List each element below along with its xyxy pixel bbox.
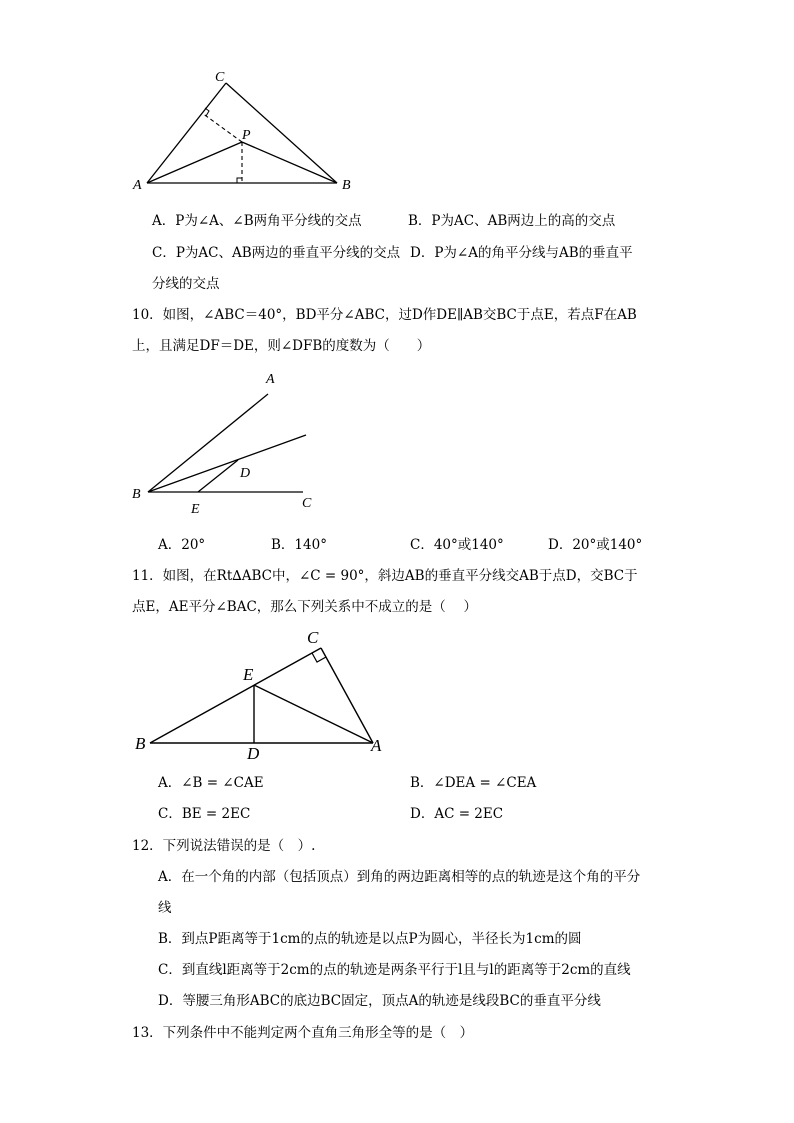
- q11-label-d: D: [247, 744, 260, 763]
- q13-stem: 13．下列条件中不能判定两个直角三角形全等的是（ ）: [132, 1025, 474, 1041]
- q10-segment-de: [198, 460, 238, 492]
- q9-option-d: D．P为∠A的角平分线与AB的垂直平: [410, 245, 633, 261]
- q9-label-b: B: [342, 178, 351, 193]
- q10-ray-bisector: [148, 435, 306, 492]
- q9-option-c: C．P为AC、AB两边的垂直平分线的交点: [152, 245, 401, 261]
- q12-option-d: D．等腰三角形ABC的底边BC固定，顶点A的轨迹是线段BC的垂直平分线: [158, 993, 601, 1009]
- q10-option-a: A．20°: [158, 537, 206, 553]
- q10-figure: [128, 368, 328, 518]
- q10-option-d: D．20°或140°: [548, 537, 643, 553]
- q12-stem: 12．下列说法错误的是（ ）.: [132, 838, 316, 854]
- q11-option-a: A．∠B = ∠CAE: [158, 775, 264, 791]
- q11-stem-line1: 11．如图，在Rt∆ABC中，∠C = 90°，斜边AB的垂直平分线交AB于点D，交BC于: [132, 568, 638, 584]
- q11-label-e: E: [243, 665, 254, 684]
- q11-label-c: C: [307, 628, 319, 647]
- q10-label-b: B: [132, 487, 141, 502]
- q11-side-ca: [321, 648, 373, 743]
- q10-option-b: B．140°: [271, 537, 327, 553]
- q10-stem-line1: 10．如图，∠ABC＝40°，BD平分∠ABC，过D作DE∥AB交BC于点E，若点F在AB: [132, 307, 637, 323]
- q9-label-c: C: [215, 70, 225, 85]
- q10-label-e: E: [191, 502, 200, 517]
- q11-option-d: D．AC = 2EC: [410, 806, 504, 822]
- q9-option-d-continued: 分线的交点: [152, 276, 220, 292]
- q9-right-angle-mark-ab: [237, 178, 242, 183]
- q12-option-b: B．到点P距离等于1cm的点的轨迹是以点P为圆心，半径长为1cm的圆: [158, 931, 582, 947]
- q9-label-p: P: [242, 128, 251, 143]
- q10-option-c: C．40°或140°: [410, 537, 504, 553]
- q10-label-d: D: [240, 466, 251, 481]
- q11-segment-ea: [254, 685, 373, 743]
- q11-option-b: B．∠DEA = ∠CEA: [410, 775, 537, 791]
- q11-option-c: C．BE = 2EC: [158, 806, 251, 822]
- q12-option-a: A．在一个角的内部（包括顶点）到角的两边距离相等的点的轨迹是这个角的平分: [158, 869, 641, 885]
- q9-segment-ap: [147, 142, 242, 183]
- q9-option-a: A．P为∠A、∠B两角平分线的交点: [152, 213, 362, 229]
- q9-figure: [130, 68, 360, 196]
- q9-label-a: A: [133, 178, 142, 193]
- q9-segment-bp: [242, 142, 337, 183]
- q9-side-ac: [147, 83, 226, 183]
- q9-perp-to-ac: [202, 113, 242, 142]
- q12-option-c: C．到直线l距离等于2cm的点的轨迹是两条平行于l且与l的距离等于2cm的直线: [158, 962, 631, 978]
- q10-stem-line2: 上，且满足DF＝DE，则∠DFB的度数为（ ）: [132, 338, 431, 354]
- q11-figure: [128, 622, 398, 767]
- q11-label-a: A: [371, 736, 382, 755]
- q9-option-b: B．P为AC、AB两边上的高的交点: [408, 213, 616, 229]
- q12-option-a-continued: 线: [158, 900, 172, 916]
- q11-label-b: B: [135, 734, 146, 753]
- q10-label-a: A: [266, 372, 275, 387]
- q11-side-bc: [150, 648, 321, 743]
- q10-label-c: C: [302, 496, 312, 511]
- q11-stem-line2: 点E，AE平分∠BAC，那么下列关系中不成立的是（ ）: [132, 599, 478, 615]
